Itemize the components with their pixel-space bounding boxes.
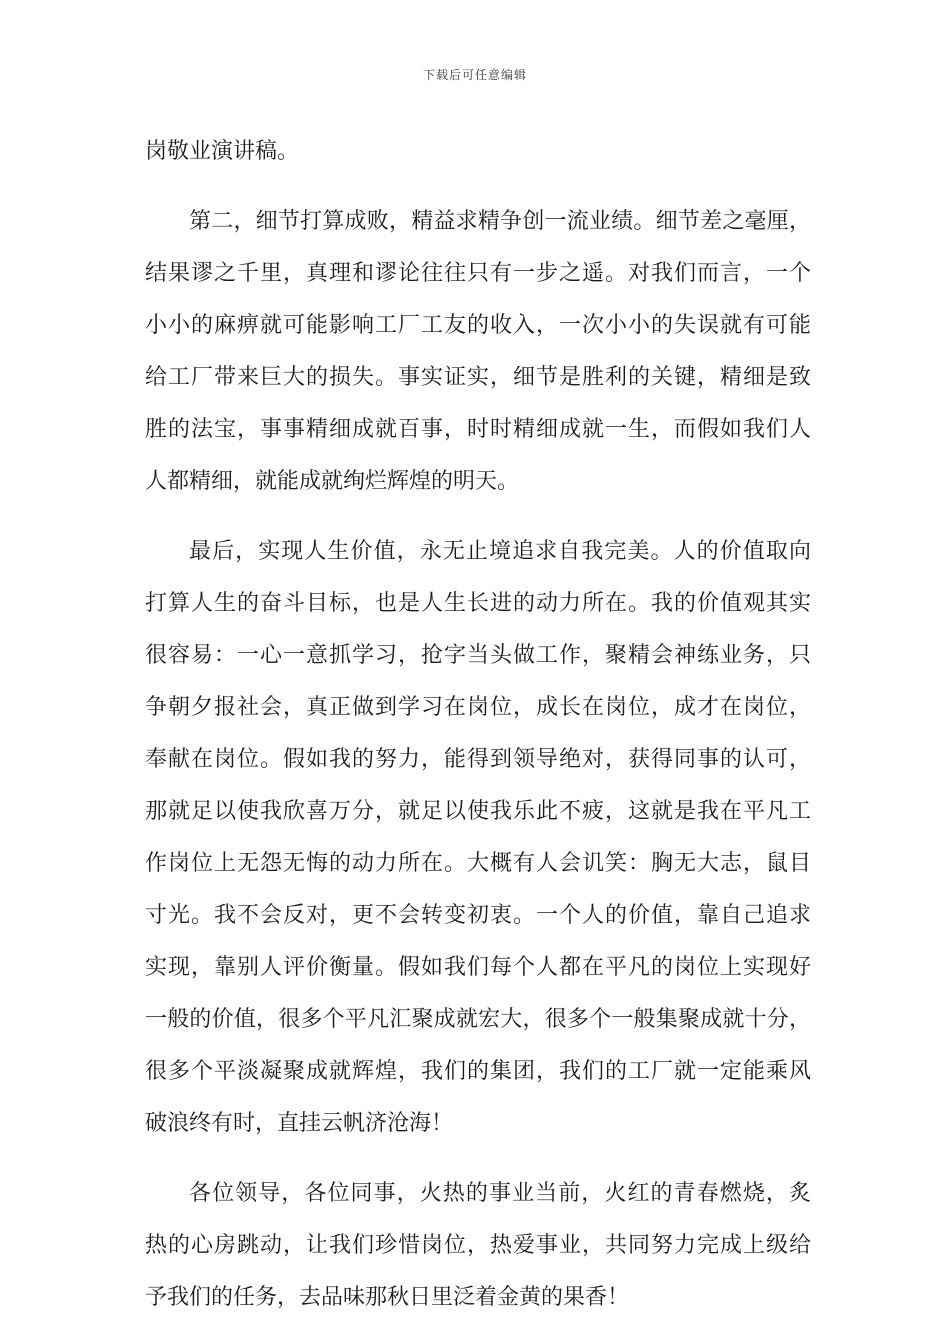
text-line: 一般的价值，很多个平凡汇聚成就宏大，很多个一般集聚成就十分，: [145, 1007, 811, 1032]
text-line: 打算人生的奋斗目标，也是人生长进的动力所在。我的价值观其实: [145, 591, 811, 616]
text-line: 作岗位上无怨无悔的动力所在。大概有人会讥笑：胸无大志，鼠目: [145, 851, 811, 876]
text-line: 奉献在岗位。假如我的努力，能得到领导绝对，获得同事的认可，: [145, 747, 811, 772]
paragraph-life-value: [145, 526, 811, 1150]
body-text: [145, 126, 811, 1324]
text-line: 给工厂带来巨大的损失。事实证实，细节是胜利的关键，精细是致: [145, 365, 811, 390]
text-line: 很多个平淡凝聚成就辉煌，我们的集团，我们的工厂就一定能乘风: [145, 1059, 811, 1084]
text-line: 岗敬业演讲稿。: [145, 139, 300, 164]
text-line: 第二，细节打算成败，精益求精争创一流业绩。细节差之毫厘，: [189, 209, 811, 234]
text-line: 结果谬之千里，真理和谬论往往只有一步之遥。对我们而言，一个: [145, 261, 811, 286]
text-line: 那就足以使我欣喜万分，就足以使我乐此不疲，这就是我在平凡工: [145, 799, 811, 824]
text-line: 最后，实现人生价值，永无止境追求自我完美。人的价值取向: [189, 539, 811, 564]
paragraph-continuation: [145, 126, 811, 178]
text-line: 实现，靠别人评价衡量。假如我们每个人都在平凡的岗位上实现好: [145, 955, 811, 980]
text-line: 争朝夕报社会，真正做到学习在岗位，成长在岗位，成才在岗位，: [145, 695, 811, 720]
text-line: 胜的法宝，事事精细成就百事，时时精细成就一生，而假如我们人: [145, 417, 811, 442]
text-line: 寸光。我不会反对，更不会转变初衷。一个人的价值，靠自己追求: [145, 903, 811, 928]
text-line: 人都精细，就能成就绚烂辉煌的明天。: [145, 469, 520, 494]
text-line: 予我们的任务，去品味那秋日里泛着金黄的果香！: [145, 1285, 630, 1310]
text-line: 破浪终有时，直挂云帆济沧海！: [145, 1111, 454, 1136]
paragraph-closing: [145, 1168, 811, 1324]
paragraph-details: [145, 196, 811, 508]
text-line: 小小的麻痹就可能影响工厂工友的收入，一次小小的失误就有可能: [145, 313, 811, 338]
text-line: 各位领导，各位同事，火热的事业当前，火红的青春燃烧，炙: [189, 1181, 811, 1206]
text-line: 很容易：一心一意抓学习，抢字当头做工作，聚精会神练业务，只: [145, 643, 811, 668]
text-line: 热的心房跳动，让我们珍惜岗位，热爱事业，共同努力完成上级给: [145, 1233, 811, 1258]
page-header: 下载后可任意编辑: [422, 68, 527, 82]
